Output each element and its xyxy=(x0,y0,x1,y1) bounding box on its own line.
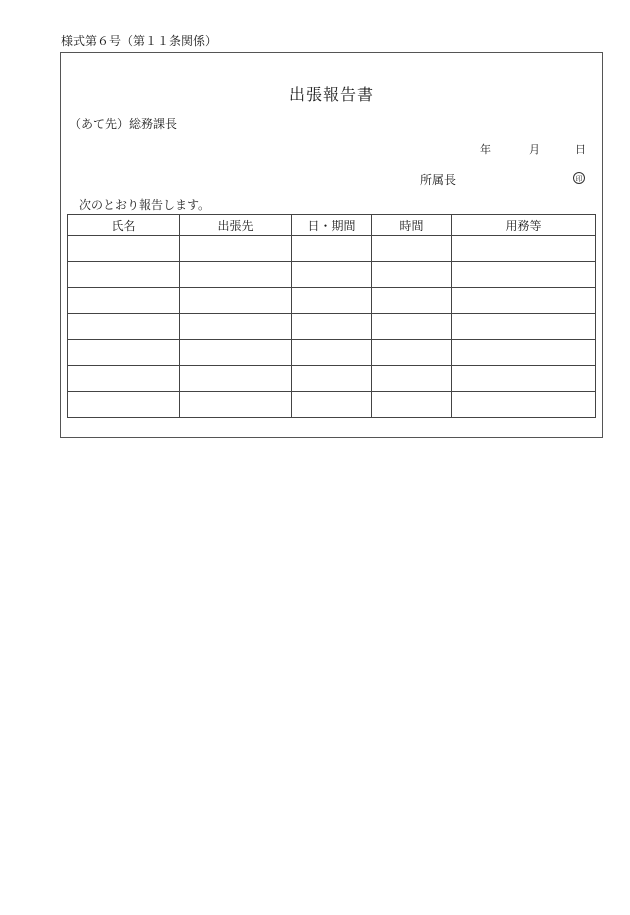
business-cell[interactable] xyxy=(452,314,596,340)
date-day-label: 日 xyxy=(575,143,586,156)
document-title: 出張報告書 xyxy=(288,85,374,104)
date-period-cell[interactable] xyxy=(292,288,372,314)
table-row xyxy=(68,288,596,314)
time-cell[interactable] xyxy=(372,314,452,340)
time-cell[interactable] xyxy=(372,366,452,392)
name-cell[interactable] xyxy=(68,392,180,418)
time-cell[interactable] xyxy=(372,340,452,366)
date-period-cell[interactable] xyxy=(292,262,372,288)
name-cell[interactable] xyxy=(68,340,180,366)
destination-cell[interactable] xyxy=(180,392,292,418)
name-cell[interactable] xyxy=(68,288,180,314)
table-row xyxy=(68,366,596,392)
destination-cell[interactable] xyxy=(180,236,292,262)
table-row xyxy=(68,262,596,288)
name-cell[interactable] xyxy=(68,366,180,392)
table-row xyxy=(68,314,596,340)
name-cell[interactable] xyxy=(68,262,180,288)
header-time: 時間 xyxy=(372,215,452,236)
business-cell[interactable] xyxy=(452,366,596,392)
destination-cell[interactable] xyxy=(180,288,292,314)
time-cell[interactable] xyxy=(372,236,452,262)
destination-cell[interactable] xyxy=(180,262,292,288)
table-body xyxy=(68,236,596,418)
date-period-cell[interactable] xyxy=(292,314,372,340)
time-cell[interactable] xyxy=(372,392,452,418)
destination-cell[interactable] xyxy=(180,340,292,366)
business-cell[interactable] xyxy=(452,262,596,288)
date-period-cell[interactable] xyxy=(292,392,372,418)
affiliation-head-label: 所属長 xyxy=(420,173,457,187)
header-date-period: 日・期間 xyxy=(292,215,372,236)
report-frame xyxy=(60,52,603,438)
destination-cell[interactable] xyxy=(180,366,292,392)
header-destination: 出張先 xyxy=(180,215,292,236)
time-cell[interactable] xyxy=(372,262,452,288)
business-cell[interactable] xyxy=(452,340,596,366)
addressee: （あて先）総務課長 xyxy=(69,117,178,131)
table-row xyxy=(68,340,596,366)
seal-icon: 印 xyxy=(573,172,585,184)
date-period-cell[interactable] xyxy=(292,340,372,366)
destination-cell[interactable] xyxy=(180,314,292,340)
header-business: 用務等 xyxy=(452,215,596,236)
name-cell[interactable] xyxy=(68,236,180,262)
date-period-cell[interactable] xyxy=(292,236,372,262)
form-number: 様式第６号（第１１条関係） xyxy=(61,34,218,48)
time-cell[interactable] xyxy=(372,288,452,314)
business-cell[interactable] xyxy=(452,288,596,314)
date-period-cell[interactable] xyxy=(292,366,372,392)
header-name: 氏名 xyxy=(68,215,180,236)
report-table xyxy=(67,214,596,418)
table-row xyxy=(68,392,596,418)
table-header-row xyxy=(68,215,596,236)
name-cell[interactable] xyxy=(68,314,180,340)
business-cell[interactable] xyxy=(452,392,596,418)
date-month-label: 月 xyxy=(529,143,540,156)
date-year-label: 年 xyxy=(480,143,491,156)
intro-text: 次のとおり報告します。 xyxy=(79,198,211,212)
business-cell[interactable] xyxy=(452,236,596,262)
table-row xyxy=(68,236,596,262)
